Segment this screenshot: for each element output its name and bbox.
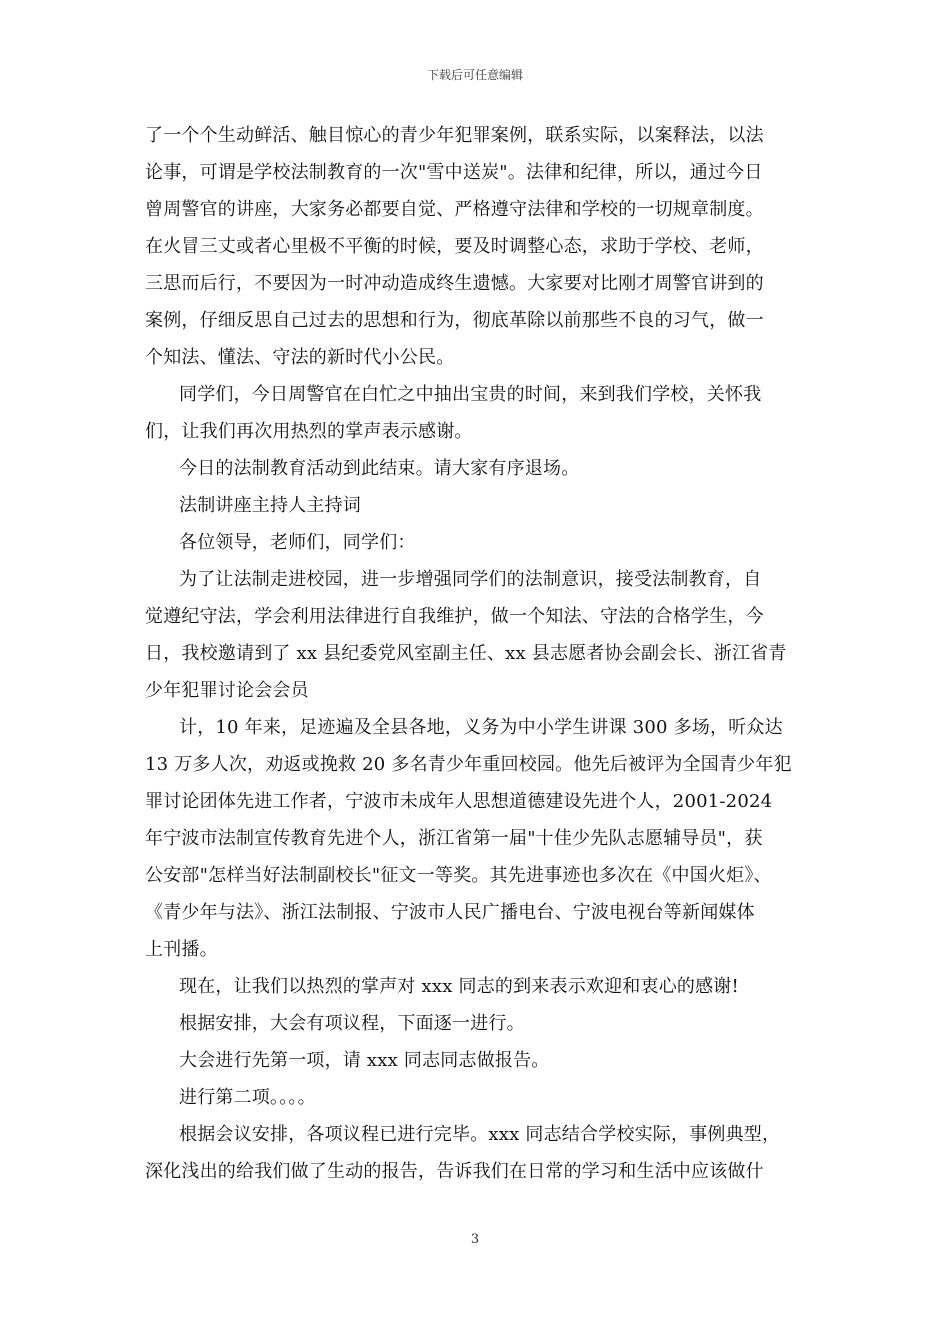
text-line: 《青少年与法》、浙江法制报、宁波市人民广播电台、宁波电视台等新闻媒体 [145,902,755,923]
text-line: 案例，仔细反思自己过去的思想和行为，彻底革除以前那些不良的习气，做一 [145,310,764,331]
text-line: 了一个个生动鲜活、触目惊心的青少年犯罪案例，联系实际，以案释法，以法 [145,125,764,146]
page-header: 下载后可任意编辑 [426,68,523,82]
text-line: 日，我校邀请到了 xx 县纪委党风室副主任、xx 县志愿者协会副会长、浙江省青 [145,643,787,664]
text-line: 公安部"怎样当好法制副校长"征文一等奖。其先进事迹也多次在《中国火炬》、 [145,865,772,886]
paragraph-start-line: 根据安排，大会有项议程，下面逐一进行。 [179,1013,525,1034]
text-line: 上刊播。 [145,939,218,960]
page-number: 3 [470,1232,480,1247]
paragraph-start-line: 进行第二项。。。。 [179,1087,316,1108]
text-line: 少年犯罪讨论会会员 [145,680,309,701]
paragraph-start-line: 今日的法制教育活动到此结束。请大家有序退场。 [179,458,580,479]
text-line: 罪讨论团体先进工作者，宁波市未成年人思想道德建设先进个人，2001-2024 [145,791,773,812]
greeting-line: 各位领导，老师们，同学们： [179,532,416,553]
text-line: 年宁波市法制宣传教育先进个人，浙江省第一届"十佳少先队志愿辅导员"，获 [145,828,763,849]
text-line: 三思而后行，不要因为一时冲动造成终生遗憾。大家要对比刚才周警官讲到的 [145,273,764,294]
text-line: 觉遵纪守法，学会利用法律进行自我维护，做一个知法、守法的合格学生，今 [145,606,764,627]
text-line: 在火冒三丈或者心里极不平衡的时候，要及时调整心态，求助于学校、老师， [145,236,764,257]
text-line: 们，让我们再次用热烈的掌声表示感谢。 [145,421,473,442]
paragraph-start-line: 大会进行先第一项，请 xxx 同志同志做报告。 [179,1050,550,1071]
text-line: 深化浅出的给我们做了生动的报告，告诉我们在日常的学习和生活中应该做什 [145,1161,764,1182]
paragraph-start-line: 根据会议安排，各项议程已进行完毕。xxx 同志结合学校实际，事例典型， [179,1124,781,1145]
text-line: 个知法、懂法、守法的新时代小公民。 [145,347,455,368]
text-line: 论事，可谓是学校法制教育的一次"雪中送炭"。法律和纪律，所以，通过今日 [145,162,763,183]
section-title-line: 法制讲座主持人主持词 [179,495,361,516]
paragraph-start-line: 计，10 年来，足迹遍及全县各地，义务为中小学生讲课 300 多场，听众达 [179,717,783,738]
paragraph-start-line: 现在，让我们以热烈的掌声对 xxx 同志的到来表示欢迎和衷心的感谢! [179,976,739,997]
paragraph-start-line: 同学们，今日周警官在白忙之中抽出宝贵的时间，来到我们学校，关怀我 [179,384,762,405]
text-line: 13 万多人次，劝返或挽救 20 多名青少年重回校园。他先后被评为全国青少年犯 [145,754,792,775]
document-body [145,124,810,1197]
paragraph-start-line: 为了让法制走进校园，进一步增强同学们的法制意识，接受法制教育，自 [179,569,762,590]
text-line: 曾周警官的讲座，大家务必都要自觉、严格遵守法律和学校的一切规章制度。 [145,199,764,220]
